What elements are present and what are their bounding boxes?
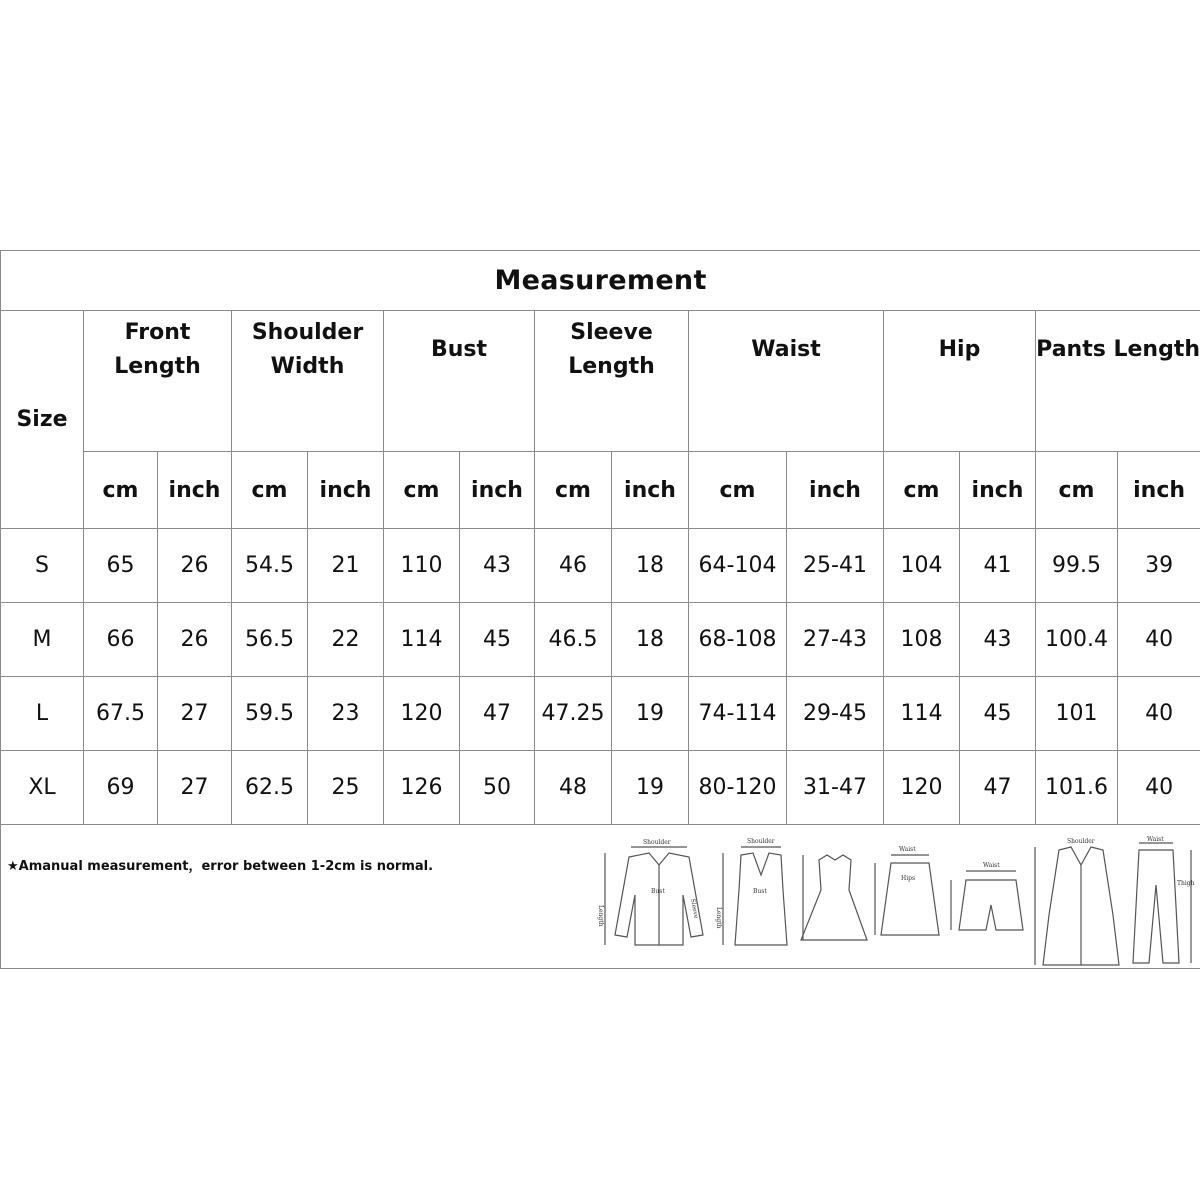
value-cell: 68-108 bbox=[689, 603, 787, 677]
svg-text:Shoulder: Shoulder bbox=[747, 838, 775, 845]
header-hip: Hip bbox=[884, 311, 1036, 452]
unit-header-cm: cm bbox=[384, 452, 460, 529]
header-front-length: Front Length bbox=[84, 311, 232, 452]
value-cell: 47.25 bbox=[535, 677, 612, 751]
value-cell: 23 bbox=[308, 677, 384, 751]
size-cell: S bbox=[1, 529, 84, 603]
value-cell: 46 bbox=[535, 529, 612, 603]
value-cell: 101.6 bbox=[1036, 751, 1118, 825]
value-cell: 21 bbox=[308, 529, 384, 603]
value-cell: 65 bbox=[84, 529, 158, 603]
value-cell: 27 bbox=[158, 751, 232, 825]
table-title: Measurement bbox=[1, 251, 1200, 311]
svg-text:Length: Length bbox=[597, 905, 604, 927]
dress-sketch-icon bbox=[801, 855, 867, 940]
unit-header-cm: cm bbox=[884, 452, 960, 529]
value-cell: 100.4 bbox=[1036, 603, 1118, 677]
unit-header-cm: cm bbox=[689, 452, 787, 529]
value-cell: 62.5 bbox=[232, 751, 308, 825]
value-cell: 46.5 bbox=[535, 603, 612, 677]
unit-header-inch: inch bbox=[460, 452, 535, 529]
size-cell: XL bbox=[1, 751, 84, 825]
value-cell: 80-120 bbox=[689, 751, 787, 825]
value-cell: 48 bbox=[535, 751, 612, 825]
value-cell: 47 bbox=[460, 677, 535, 751]
value-cell: 56.5 bbox=[232, 603, 308, 677]
header-sleeve-length: Sleeve Length bbox=[535, 311, 689, 452]
unit-header-cm: cm bbox=[1036, 452, 1118, 529]
blouse-sketch-icon bbox=[605, 847, 703, 945]
value-cell: 25-41 bbox=[787, 529, 884, 603]
value-cell: 40 bbox=[1118, 677, 1200, 751]
unit-header-inch: inch bbox=[612, 452, 689, 529]
pants-sketch-icon bbox=[1133, 843, 1191, 963]
value-cell: 69 bbox=[84, 751, 158, 825]
value-cell: 19 bbox=[612, 751, 689, 825]
value-cell: 67.5 bbox=[84, 677, 158, 751]
header-pants-length: Pants Length bbox=[1036, 311, 1200, 452]
measurement-table bbox=[0, 250, 1200, 969]
value-cell: 27-43 bbox=[787, 603, 884, 677]
svg-text:Shoulder: Shoulder bbox=[643, 839, 671, 846]
value-cell: 45 bbox=[460, 603, 535, 677]
unit-header-cm: cm bbox=[232, 452, 308, 529]
value-cell: 29-45 bbox=[787, 677, 884, 751]
value-cell: 74-114 bbox=[689, 677, 787, 751]
table-row bbox=[1, 529, 1200, 603]
garment-measurement-diagrams bbox=[591, 835, 1199, 970]
value-cell: 26 bbox=[158, 603, 232, 677]
value-cell: 19 bbox=[612, 677, 689, 751]
value-cell: 110 bbox=[384, 529, 460, 603]
value-cell: 99.5 bbox=[1036, 529, 1118, 603]
svg-text:Hips: Hips bbox=[901, 875, 916, 882]
value-cell: 26 bbox=[158, 529, 232, 603]
unit-header-inch: inch bbox=[158, 452, 232, 529]
svg-text:Waist: Waist bbox=[983, 862, 1000, 869]
table-row bbox=[1, 603, 1200, 677]
value-cell: 27 bbox=[158, 677, 232, 751]
header-waist: Waist bbox=[689, 311, 884, 452]
header-bust: Bust bbox=[384, 311, 535, 452]
value-cell: 120 bbox=[384, 677, 460, 751]
unit-header-cm: cm bbox=[84, 452, 158, 529]
value-cell: 40 bbox=[1118, 751, 1200, 825]
value-cell: 120 bbox=[884, 751, 960, 825]
value-cell: 101 bbox=[1036, 677, 1118, 751]
size-cell: M bbox=[1, 603, 84, 677]
value-cell: 50 bbox=[460, 751, 535, 825]
value-cell: 45 bbox=[960, 677, 1036, 751]
svg-text:Waist: Waist bbox=[899, 846, 916, 853]
coat-sketch-icon bbox=[1035, 847, 1119, 965]
value-cell: 22 bbox=[308, 603, 384, 677]
svg-text:Sleeve: Sleeve bbox=[689, 898, 700, 920]
table-row bbox=[1, 677, 1200, 751]
value-cell: 41 bbox=[960, 529, 1036, 603]
unit-header-inch: inch bbox=[787, 452, 884, 529]
value-cell: 126 bbox=[384, 751, 460, 825]
svg-text:Thigh: Thigh bbox=[1177, 880, 1195, 887]
unit-header-inch: inch bbox=[960, 452, 1036, 529]
unit-header-cm: cm bbox=[535, 452, 612, 529]
header-shoulder-width: Shoulder Width bbox=[232, 311, 384, 452]
value-cell: 66 bbox=[84, 603, 158, 677]
value-cell: 18 bbox=[612, 603, 689, 677]
svg-text:Shoulder: Shoulder bbox=[1067, 838, 1095, 845]
unit-header-inch: inch bbox=[308, 452, 384, 529]
value-cell: 114 bbox=[884, 677, 960, 751]
value-cell: 31-47 bbox=[787, 751, 884, 825]
svg-text:Bust: Bust bbox=[651, 888, 665, 895]
value-cell: 18 bbox=[612, 529, 689, 603]
value-cell: 54.5 bbox=[232, 529, 308, 603]
value-cell: 108 bbox=[884, 603, 960, 677]
skirt-sketch-icon bbox=[875, 855, 939, 935]
value-cell: 64-104 bbox=[689, 529, 787, 603]
value-cell: 47 bbox=[960, 751, 1036, 825]
value-cell: 40 bbox=[1118, 603, 1200, 677]
size-cell: L bbox=[1, 677, 84, 751]
value-cell: 43 bbox=[960, 603, 1036, 677]
measurement-note: ★Amanual measurement，error between 1-2cm is normal. bbox=[7, 859, 434, 874]
value-cell: 39 bbox=[1118, 529, 1200, 603]
value-cell: 43 bbox=[460, 529, 535, 603]
svg-text:Bust: Bust bbox=[753, 888, 767, 895]
value-cell: 114 bbox=[384, 603, 460, 677]
svg-text:Length: Length bbox=[715, 907, 722, 929]
table-row bbox=[1, 751, 1200, 825]
svg-text:Waist: Waist bbox=[1147, 836, 1164, 843]
size-column-header: Size bbox=[1, 311, 84, 529]
value-cell: 104 bbox=[884, 529, 960, 603]
size-chart bbox=[0, 250, 1200, 950]
unit-header-inch: inch bbox=[1118, 452, 1200, 529]
value-cell: 25 bbox=[308, 751, 384, 825]
footer-area bbox=[1, 825, 1200, 969]
shorts-sketch-icon bbox=[951, 871, 1023, 930]
vest-sketch-icon bbox=[723, 847, 787, 945]
value-cell: 59.5 bbox=[232, 677, 308, 751]
